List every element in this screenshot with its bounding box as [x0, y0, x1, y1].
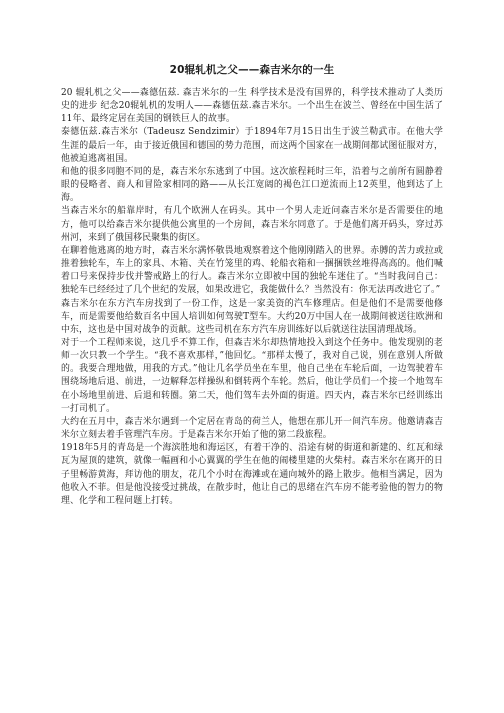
paragraph: 森吉米尔在东方汽车房找到了一份工作，这是一家美资的汽车修理店。但是他们不是需要他修车，而是需要他给数百名中国人培训如何驾驶T型车。大约20万中国人在一战期间被送往欧洲和中东，这也是中国对战争的贡献。这些司机在东方汽车房训练好以后就送往法国清理战场。 — [61, 298, 443, 335]
paragraph: 当森吉米尔的船靠岸时，有几个欧洲人在码头。其中一个男人走近问森吉米尔是否需要住的地方，他可以给森吉米尔提供他公寓里的一个房间，森吉米尔同意了。于是他们离开码头，穿过苏州河，来到了俄国移民聚集的街区。 — [61, 206, 443, 243]
paragraph: 对于一个工程师来说，这几乎不算工作，但森吉米尔却热情地投入到这个任务中。他发现别的老师一次只教一个学生。“我不喜欢那样，”他回忆。“那样太慢了，我对自己说，别在意别人所做的。我要合理地做，用我的方式。”他让几名学员坐在车里，他自己坐在车轮后面，一边驾驶着车围绕场地后退、前进，一边解释怎样操纵和倒转两个车轮。然后，他让学员们一个接一个地驾车在小场地里前进、后退和转圈。第二天，他们驾车去外面的街道。四天内，森吉米尔已经训练出一打司机了。 — [61, 337, 443, 414]
paragraph: 在聊着他逃离的地方时，森吉米尔满怀敬畏地观察着这个他刚刚踏入的世界。赤膊的苦力或拉或推着独轮车，车上的家具、木箱、关在竹笼里的鸡、轮船衣箱和一捆捆铁丝堆得高高的。他们喊着口号来保持步伐并警戒路上的行人。森吉米尔立即被中国的独轮车迷住了。“当时我问自己：独轮车已经经过了几个世纪的发展，如果改进它，我能做什么？当然没有：你无法再改进它了。” — [61, 245, 443, 296]
paragraph: 20 辊轧机之父——森德伍兹. 森吉米尔的一生 科学技术是没有国界的，科学技术推动了人类历史的进步 纪念20辊轧机的发明人——森德伍兹.森吉米尔。一个出生在波兰、曾经在中国生活了11年、最终定居在美国的钢铁巨人的故事。 — [61, 88, 443, 125]
document-title: 20辊轧机之父——森吉米尔的一生 — [169, 64, 335, 76]
paragraph: 1918年5月的青岛是一个海滨胜地和海运区，有着干净的、沿途有树的街道和新建的、红瓦和绿瓦为屋顶的建筑，就像一幅画和小心翼翼的学生在他的闹楼里建的火柴村。森吉米尔在离开的日子里畅游黄海，拜访他的朋友，花几个小时在海滩或在通向城外的路上散步。他相当满足，因为他收入不菲。但是他没接受过挑战，在散步时，他让自己的思绪在汽车房不能考验他的智力的物理、化学和工程问题上打转。 — [61, 443, 443, 506]
document-body — [61, 87, 443, 508]
paragraph: 和他的很多同胞不同的是，森吉米尔东逃到了中国。这次旅程耗时三年，沿着与之前所有圆静着眼的侵略者、商人和冒险家相同的路——从长江宽阔的褐色江口逆流而上12英里，他到达了上海。 — [61, 166, 443, 204]
paragraph: 大约在五月中，森吉米尔遇到一个定居在青岛的荷兰人，他想在那儿开一间汽车房。他邀请森吉米尔立刻去着手管理汽车房。于是森吉米尔开始了他的第二段旅程。 — [61, 416, 443, 441]
paragraph: 泰德伍兹.森吉米尔（Tadeusz Sendzimir）于1894年7月15日出生于波兰勒武市。在他大学生涯的最后一年，由于接近俄国和德国的势力范围，而这两个国家在一战期间都试图征服对方，他被迫逃离祖国。 — [61, 127, 443, 164]
